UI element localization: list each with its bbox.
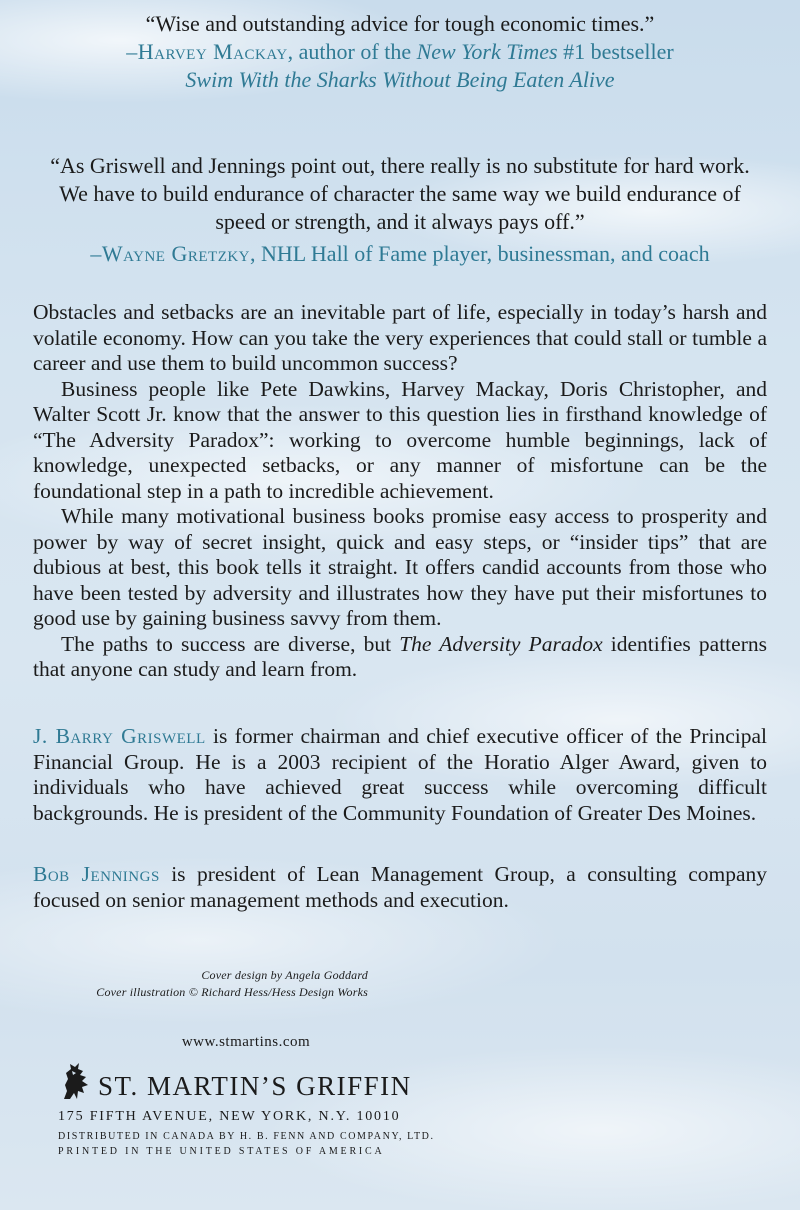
author-name: Bob Jennings: [33, 862, 160, 886]
publisher-name: ST. MARTIN’S GRIFFIN: [98, 1071, 412, 1101]
quote-text: “As Griswell and Jennings point out, there really is no substitute for hard work. We have to build endurance of character the same way we build endurance of speed or strength, and it always pays off.”: [50, 153, 750, 234]
quote-book-title: Swim With the Sharks Without Being Eaten Alive: [185, 67, 615, 92]
quote-attribution: –Harvey Mackay, author of the New York Times #1 bestseller: [126, 39, 674, 64]
quote-text: “Wise and outstanding advice for tough economic times.”: [145, 11, 655, 36]
description-paragraph: While many motivational business books promise easy access to prosperity and power by way of secret insight, quick and easy steps, or “insider tips” that are dubious at best, this book tells it straight. It offers candid accounts from those who have been tested by adversity and illustrates how they have put their misfortunes to good use by gaining business savvy from them.: [33, 504, 767, 630]
publisher-url: www.stmartins.com: [181, 1034, 311, 1050]
author-name: J. Barry Griswell: [33, 724, 206, 748]
publisher-address: 175 FIFTH AVENUE, NEW YORK, N.Y. 10010: [58, 1109, 401, 1124]
author-bio-text: is former chairman and chief executive officer of the Principal Financial Group. He is a 2003 recipient of the Horatio Alger Award, given to individuals who have achieved great success while overcoming difficult backgrounds. He is president of the Community Foundation of Greater Des Moines.: [33, 724, 767, 825]
quote-author: –Wayne Gretzky: [90, 241, 251, 266]
quote-author: –Harvey Mackay: [126, 39, 288, 64]
publisher-block: [58, 1034, 435, 1157]
book-title: The Adversity Paradox: [399, 631, 603, 656]
description-paragraph: The paths to success are diverse, but The Adversity Paradox identifies patterns that anyone can study and learn from.: [33, 631, 767, 681]
quote-attribution: –Wayne Gretzky, NHL Hall of Fame player, businessman, and coach: [90, 241, 710, 266]
description-paragraph: Business people like Pete Dawkins, Harvey Mackay, Doris Christopher, and Walter Scott Jr. know that the answer to this question lies in firsthand knowledge of “The Adversity Paradox”: working to overcome humble beginnings, lack of knowledge, unexpected setbacks, or any manner of misfortune can be the foundational step in a path to incredible achievement.: [33, 376, 767, 503]
printed-note: PRINTED IN THE UNITED STATES OF AMERICA: [58, 1146, 385, 1157]
author-bio-jennings: [33, 862, 767, 913]
description-paragraph: Obstacles and setbacks are an inevitable part of life, especially in today’s harsh and volatile economy. How can you take the very experiences that could stall or tumble a career and use them to build uncommon success?: [33, 300, 767, 375]
cover-design-credit: Cover design by Angela Goddard: [201, 968, 368, 982]
book-description: [33, 300, 767, 683]
distribution-note: DISTRIBUTED IN CANADA BY H. B. FENN AND COMPANY, LTD.: [58, 1131, 435, 1142]
griffin-icon: [58, 1061, 92, 1101]
cover-credits: [0, 967, 368, 1001]
quote-mackay: [40, 10, 760, 94]
author-bio-griswell: [33, 724, 767, 826]
cover-illustration-credit: Cover illustration © Richard Hess/Hess Design Works: [96, 985, 368, 999]
quote-gretzky: [40, 152, 760, 268]
author-bio-text: is president of Lean Management Group, a consulting company focused on senior management methods and execution.: [33, 862, 767, 912]
